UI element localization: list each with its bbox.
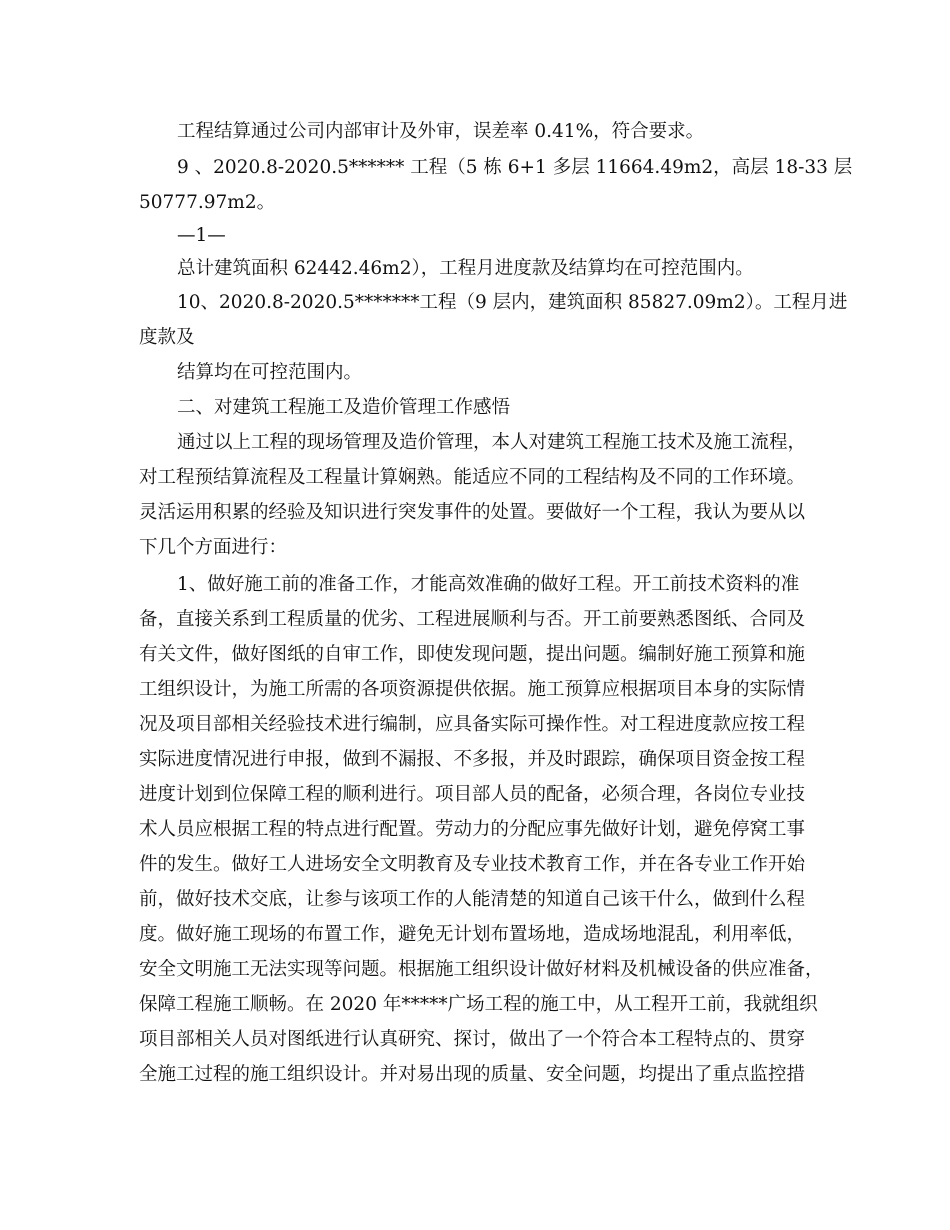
text-line: 1、做好施工前的准备工作，才能高效准确的做好工程。开工前技术资料的准 <box>177 574 800 595</box>
text-line: 前，做好技术交底，让参与该项工作的人能清楚的知道自己该干什么，做到什么程 <box>139 889 806 910</box>
text-line: 结算均在可控范围内。 <box>177 362 363 383</box>
text-line: 项目部相关人员对图纸进行认真研究、探讨，做出了一个符合本工程特点的、贯穿 <box>139 1029 806 1050</box>
text-line: 度。做好施工现场的布置工作，避免无计划布置场地，造成场地混乱，利用率低， <box>139 924 806 945</box>
section-heading: 二、对建筑工程施工及造价管理工作感悟 <box>177 397 511 418</box>
text-line: 实际进度情况进行申报，做到不漏报、不多报，并及时跟踪，确保项目资金按工程 <box>139 749 806 770</box>
text-line: 工程结算通过公司内部审计及外审，误差率 0.41%，符合要求。 <box>177 121 705 142</box>
text-line: 况及项目部相关经验技术进行编制，应具备实际可操作性。对工程进度款应按工程 <box>139 714 806 735</box>
text-line: 全施工过程的施工组织设计。并对易出现的质量、安全问题，均提出了重点监控措 <box>139 1064 806 1085</box>
text-line: 灵活运用积累的经验及知识进行突发事件的处置。要做好一个工程，我认为要从以 <box>139 502 806 523</box>
text-line: 术人员应根据工程的特点进行配置。劳动力的分配应事先做好计划，避免停窝工事 <box>139 819 806 840</box>
page-number: —1— <box>177 225 226 246</box>
text-line: 工组织设计，为施工所需的各项资源提供依据。施工预算应根据项目本身的实际情 <box>139 679 806 700</box>
text-line: 50777.97m2。 <box>139 192 276 213</box>
text-line: 下几个方面进行： <box>139 537 288 558</box>
text-line: 件的发生。做好工人进场安全文明教育及专业技术教育工作，并在各专业工作开始 <box>139 854 806 875</box>
text-line: 通过以上工程的现场管理及造价管理，本人对建筑工程施工技术及施工流程， <box>177 432 807 453</box>
text-line: 有关文件，做好图纸的自审工作，即使发现问题，提出问题。编制好施工预算和施 <box>139 644 806 665</box>
text-line: 备，直接关系到工程质量的优劣、工程进展顺利与否。开工前要熟悉图纸、合同及 <box>139 609 806 630</box>
text-line: 9 、2020.8-2020.5****** 工程（5 栋 6+1 多层 11664.49m2，高层 18-33 层 <box>177 157 853 178</box>
text-line: 保障工程施工顺畅。在 2020 年*****广场工程的施工中，从工程开工前，我就组织 <box>139 994 818 1015</box>
text-line: 进度计划到位保障工程的顺利进行。项目部人员的配备，必须合理，各岗位专业技 <box>139 784 806 805</box>
text-line: 安全文明施工无法实现等问题。根据施工组织设计做好材料及机械设备的供应准备， <box>139 959 824 980</box>
text-line: 10、2020.8-2020.5*******工程（9 层内，建筑面积 85827.09m2）。工程月进 <box>177 292 848 313</box>
text-line: 度款及 <box>139 327 195 348</box>
text-line: 总计建筑面积 62442.46m2），工程月进度款及结算均在可控范围内。 <box>177 258 754 279</box>
text-line: 对工程预结算流程及工程量计算娴熟。能适应不同的工程结构及不同的工作环境。 <box>139 467 806 488</box>
